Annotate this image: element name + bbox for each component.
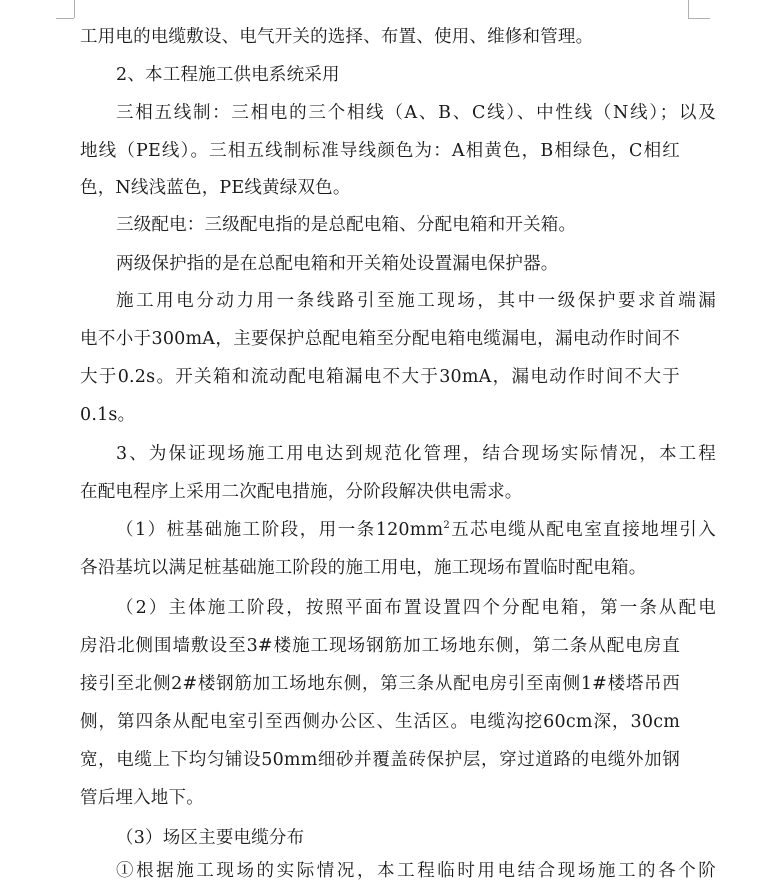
text-line: 工用电的电缆敷设、电气开关的选择、布置、使用、维修和管理。 — [80, 27, 594, 47]
text-line: 电不小于300mA，主要保护总配电箱至分配电箱电缆漏电，漏电动作时间不 — [80, 329, 680, 349]
text-line: 侧，第四条从配电室引至西侧办公区、生活区。电缆沟挖60cm深，30cm — [80, 712, 680, 732]
pile-foundation-line — [80, 511, 716, 549]
text-line: 房沿北侧围墙敷设至3#楼施工现场钢筋加工场地东侧，第二条从配电房直 — [80, 636, 680, 656]
text-line: 色，N线浅蓝色，PE线黄绿双色。 — [80, 178, 351, 198]
superscript-two: 2 — [443, 520, 450, 532]
crop-mark-top-right-horizontal — [688, 18, 710, 19]
text-line: 宽，电缆上下均匀铺设50mm细砂并覆盖砖保护层，穿过道路的电缆外加钢 — [80, 750, 680, 770]
text-line: 0.1s。 — [80, 405, 136, 425]
text-line: 两级保护指的是在总配电箱和开关箱处设置漏电保护器。 — [116, 254, 559, 274]
text-line: 在配电程序上采用二次配电措施，分阶段解决供电需求。 — [80, 482, 523, 502]
pile-line-before: （1）桩基础施工阶段，用一条120mm — [116, 520, 444, 540]
text-line: 接引至北侧2#楼钢筋加工场地东侧，第三条从配电房引至南侧1#楼塔吊西 — [80, 674, 680, 694]
section-subheading: （3）场区主要电缆分布 — [116, 828, 305, 848]
text-line: 三级配电：三级配电指的是总配电箱、分配电箱和开关箱。 — [116, 215, 577, 235]
pile-line-after: 五芯电缆从配电室直接地埋引入 — [449, 520, 716, 540]
text-line: 大于0.2s。开关箱和流动配电箱漏电不大于30mA，漏电动作时间不大于 — [80, 367, 680, 387]
text-line: 三相五线制：三相电的三个相线（A、B、C线）、中性线（N线）；以及 — [116, 103, 716, 123]
text-line-partial: ①根据施工现场的实际情况，本工程临时用电结合现场施工的各个阶 — [116, 861, 716, 881]
text-line: 各沿基坑以满足桩基础施工阶段的施工用电，施工现场布置临时配电箱。 — [80, 558, 647, 578]
crop-mark-top-right-vertical — [688, 0, 689, 18]
crop-mark-top-left-horizontal — [56, 18, 74, 19]
text-line: 管后埋入地下。 — [80, 788, 204, 808]
section-heading-2: 2、本工程施工供电系统采用 — [116, 65, 340, 85]
crop-mark-top-left-vertical — [74, 0, 75, 18]
text-line: 地线（PE线）。三相五线制标准导线颜色为：A相黄色，B相绿色，C相红 — [80, 141, 680, 161]
text-line: （2）主体施工阶段，按照平面布置设置四个分配电箱，第一条从配电 — [116, 598, 716, 618]
section-heading-3: 3、为保证现场施工用电达到规范化管理，结合现场实际情况，本工程 — [116, 444, 716, 464]
text-line: 施工用电分动力用一条线路引至施工现场，其中一级保护要求首端漏 — [116, 291, 716, 311]
